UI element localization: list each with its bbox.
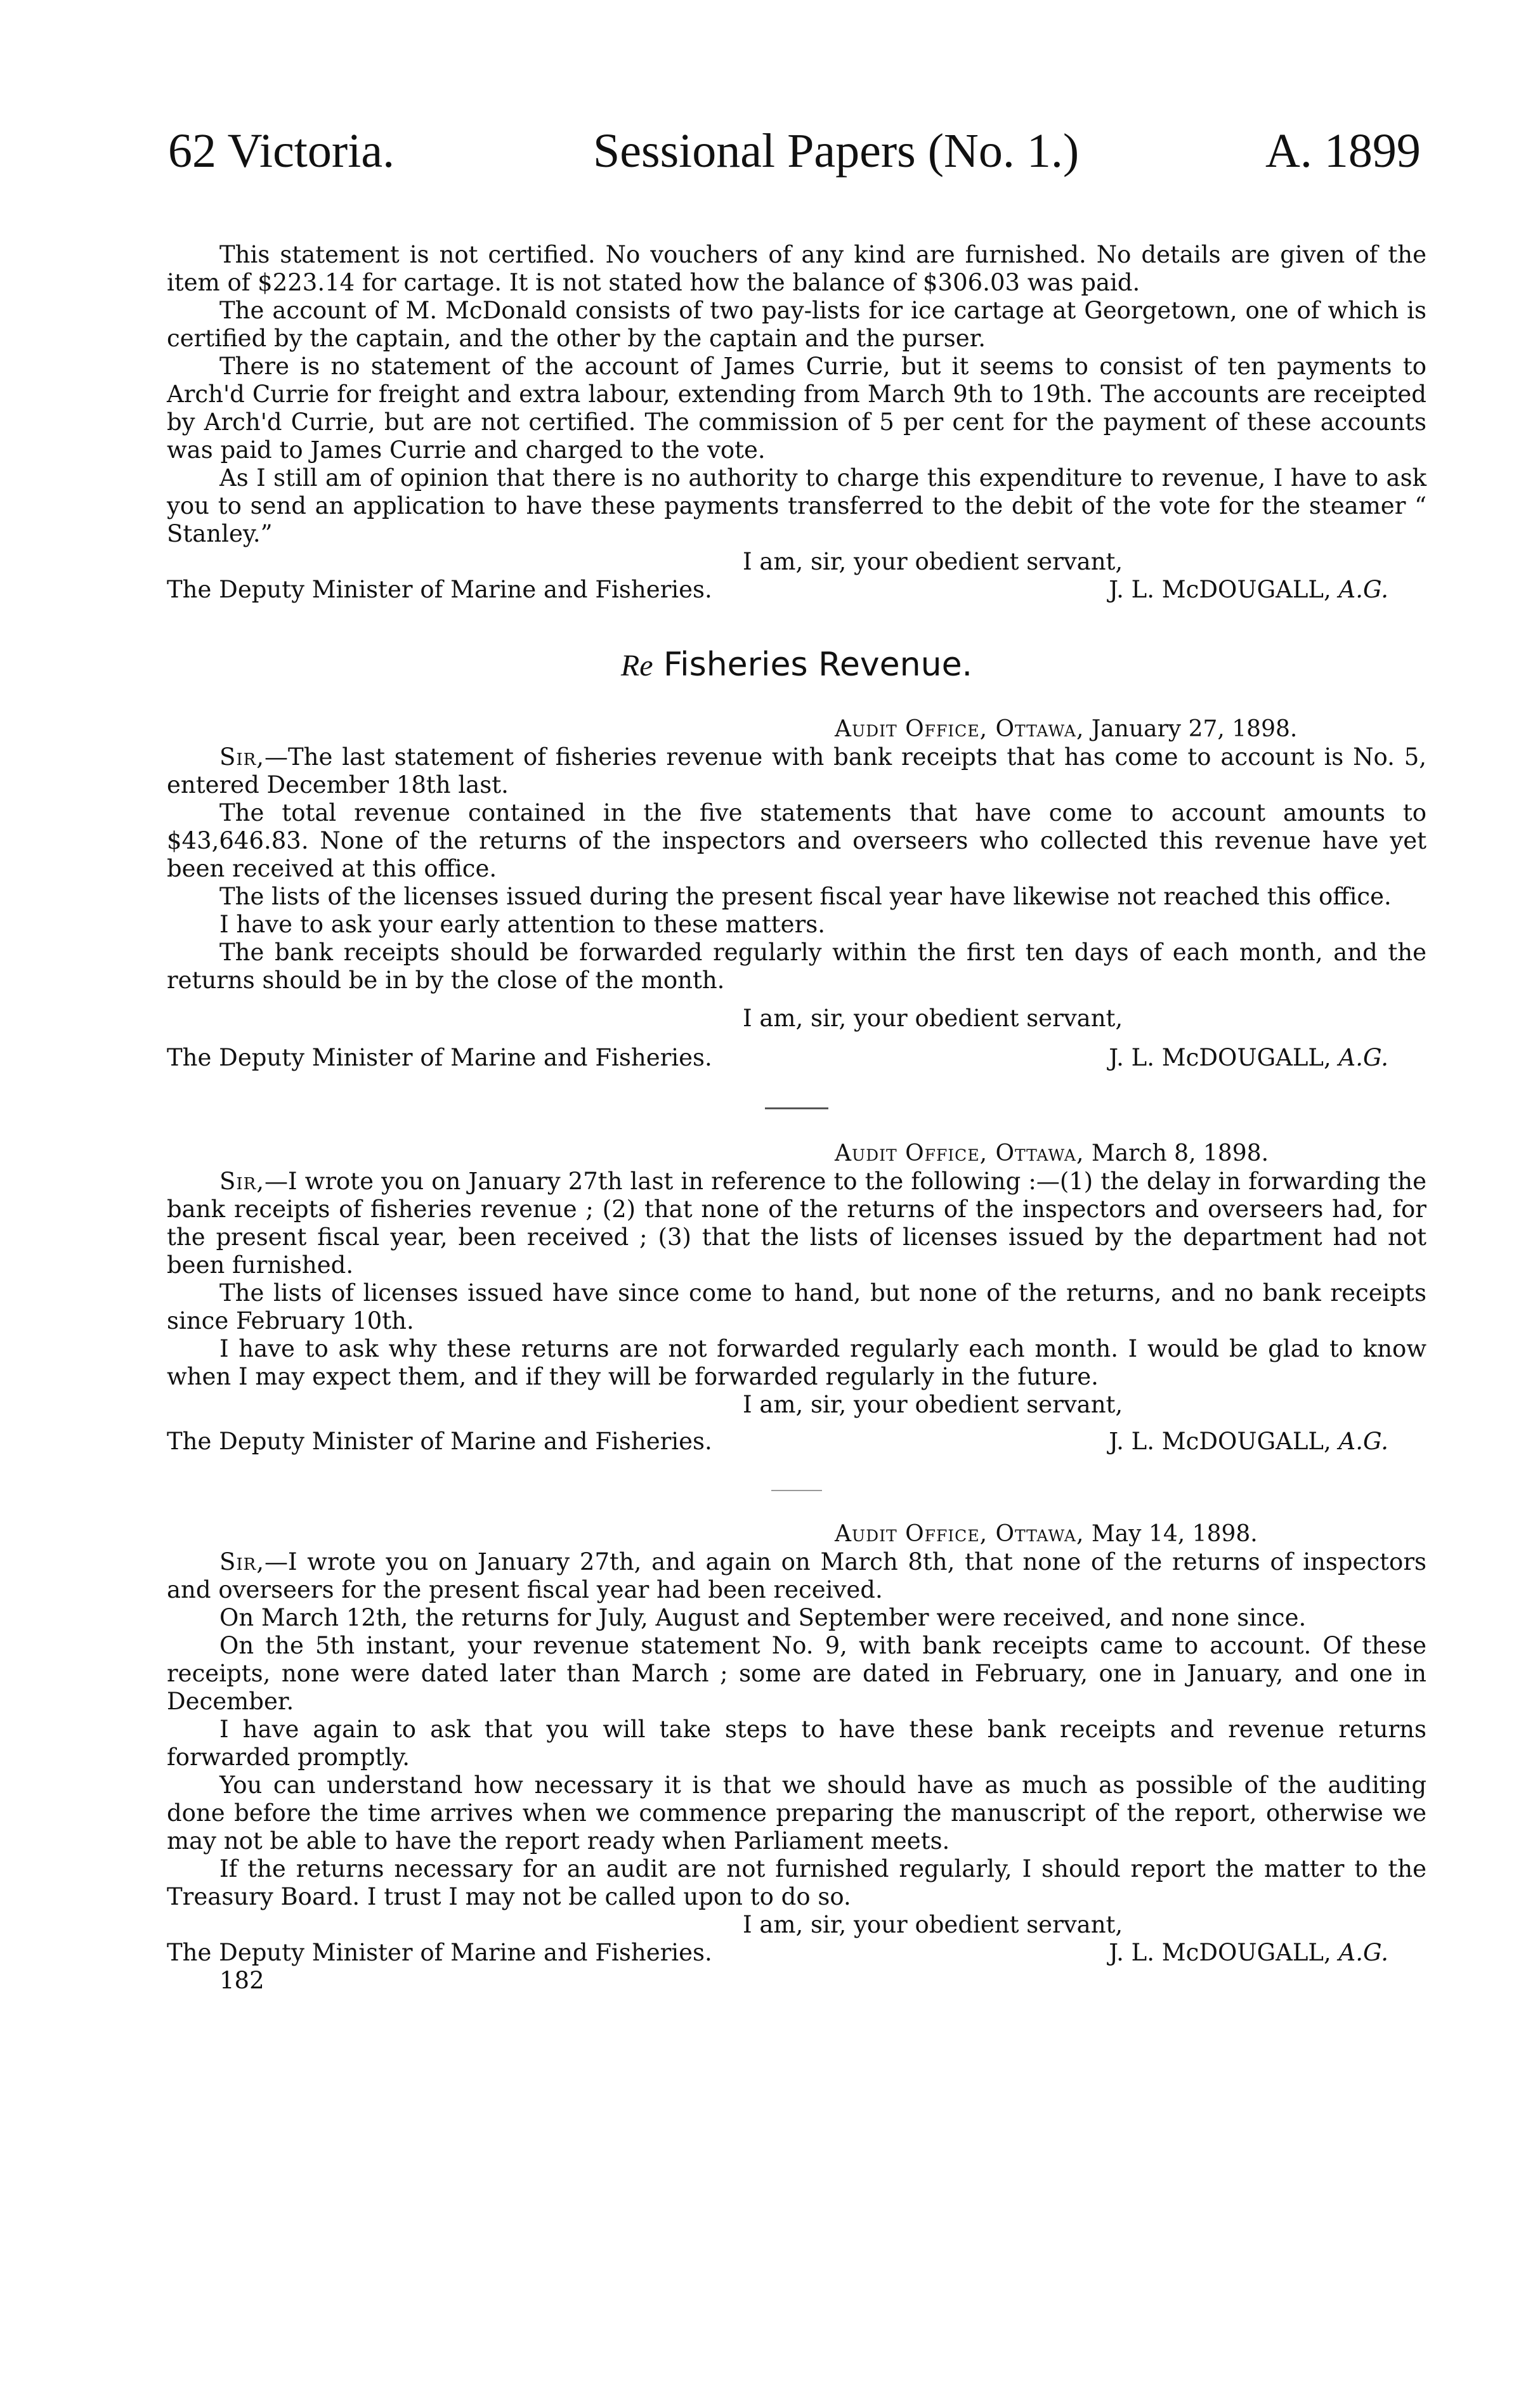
closing: I am, sir, your obedient servant, <box>743 1911 1123 1938</box>
dateline <box>167 715 1426 743</box>
paragraph: I have to ask why these returns are not forwarded regularly each month. I would be glad to know when I may expect them, and if they will be forwarded regularly in the future. <box>167 1335 1426 1390</box>
salutation: Sir, <box>219 743 264 771</box>
signature-row <box>167 1939 1426 1967</box>
paragraph <box>167 1548 1426 1604</box>
paragraph: The lists of the licenses issued during the present fiscal year have likewise not reached this office. <box>219 883 1392 910</box>
closing: I am, sir, your obedient servant, <box>743 1005 1123 1032</box>
header-title: Sessional Papers (No. 1.) <box>593 124 1080 178</box>
office-name: Audit Office, Ottawa, <box>835 1521 1085 1547</box>
page-number: 182 <box>219 1967 264 1994</box>
page-content <box>167 241 1426 1995</box>
signer-name: J. L. McDOUGALL, <box>1109 1428 1331 1455</box>
closing: I am, sir, your obedient servant, <box>743 548 1123 575</box>
paragraph: I have to ask your early attention to these matters. <box>219 911 826 938</box>
closing: I am, sir, your obedient servant, <box>743 1391 1123 1418</box>
dateline <box>167 1140 1426 1168</box>
paragraph: There is no statement of the account of James Currie, but it seems to consist of ten payments to Arch'd Currie for freight and extra labour, extending from March 9th to 19th. The accounts are receipted by Arch'd Currie, but are not certified. The commission of 5 per cent for the payment of these accounts was paid to James Currie and charged to the vote. <box>167 353 1426 464</box>
addressee: The Deputy Minister of Marine and Fisheries. <box>167 1428 712 1455</box>
letter-march <box>167 1140 1426 1456</box>
signature <box>1109 1939 1426 1967</box>
signer-name: J. L. McDOUGALL, <box>1109 1939 1331 1966</box>
paragraph-text: —The last statement of fisheries revenue with bank receipts that has come to account is No. 5, entered December 18th last. <box>167 743 1426 799</box>
paragraph: On March 12th, the returns for July, August and September were received, and none since. <box>219 1604 1307 1631</box>
signature-row <box>167 576 1426 604</box>
paragraph: The lists of licenses issued have since come to hand, but none of the returns, and no bank receipts since February 10th. <box>167 1279 1426 1334</box>
signer-name: J. L. McDOUGALL, <box>1109 1044 1331 1071</box>
office-name: Audit Office, Ottawa, <box>835 1140 1085 1166</box>
paragraph: You can understand how necessary it is that we should have as much as possible of the auditing done before the time arrives when we commence preparing the manuscript of the report, otherwise we may not be able to have the report ready when Parliament meets. <box>167 1771 1426 1855</box>
paragraph: The bank receipts should be forwarded regularly within the first ten days of each month, and the returns should be in by the close of the month. <box>167 939 1426 994</box>
salutation: Sir, <box>219 1168 264 1195</box>
separator-rule <box>771 1490 822 1491</box>
paragraph <box>167 1168 1426 1279</box>
paragraph: The account of M. McDonald consists of two pay-lists for ice cartage at Georgetown, one of which is certified by the captain, and the other by the captain and the purser. <box>167 297 1426 352</box>
paragraph-text: —I wrote you on January 27th last in reference to the following :—(1) the delay in forwarding the bank receipts of fisheries revenue ; (2) that none of the returns of the inspectors and overseers had, for the present fiscal year, been received ; (3) that the lists of licenses issued by the department had not been furnished. <box>167 1168 1426 1279</box>
paragraph <box>167 743 1426 799</box>
signature <box>1109 1044 1426 1072</box>
salutation: Sir, <box>219 1548 264 1575</box>
office-name: Audit Office, Ottawa, <box>835 716 1085 742</box>
addressee: The Deputy Minister of Marine and Fisheries. <box>167 1044 712 1071</box>
paragraph: On the 5th instant, your revenue statement No. 9, with bank receipts came to account. Of these receipts, none were dated later than March ; some are dated in February, one in January, and one in December. <box>167 1632 1426 1715</box>
letter-stanley-continued <box>167 241 1426 604</box>
paragraph: If the returns necessary for an audit are not furnished regularly, I should report the matter to the Treasury Board. I trust I may not be called upon to do so. <box>167 1855 1426 1910</box>
signer-title: A.G. <box>1338 576 1388 603</box>
section-re: Re <box>620 649 653 682</box>
signature <box>1109 1428 1426 1456</box>
section-title: Fisheries Revenue. <box>663 646 973 684</box>
dateline <box>167 1520 1426 1548</box>
paragraph: The total revenue contained in the five statements that have come to account amounts to $43,646.83. None of the returns of the inspectors and overseers who collected this revenue have yet been received at this office. <box>167 799 1426 882</box>
separator-rule <box>765 1107 828 1109</box>
paragraph: I have again to ask that you will take steps to have these bank receipts and revenue returns forwarded promptly. <box>167 1716 1426 1771</box>
letter-january <box>167 715 1426 1072</box>
letter-may <box>167 1520 1426 1967</box>
signature <box>1109 576 1426 604</box>
signature-row <box>167 1428 1426 1456</box>
letter-date: January 27, 1898. <box>1091 716 1298 742</box>
header-session: 62 Victoria. <box>168 124 395 178</box>
paragraph: As I still am of opinion that there is no authority to charge this expenditure to revenue, I have to ask you to send an application to have these payments transferred to the debit of the vote for the steamer “ Stanley.” <box>167 464 1426 547</box>
section-heading <box>167 646 1426 685</box>
signer-title: A.G. <box>1338 1044 1388 1071</box>
signature-row <box>167 1044 1426 1072</box>
letter-date: March 8, 1898. <box>1091 1140 1269 1166</box>
page-header <box>0 124 1540 181</box>
addressee: The Deputy Minister of Marine and Fisheries. <box>167 576 712 603</box>
signer-title: A.G. <box>1338 1939 1388 1966</box>
paragraph: This statement is not certified. No vouchers of any kind are furnished. No details are given of the item of $223.14 for cartage. It is not stated how the balance of $306.03 was paid. <box>167 241 1426 296</box>
addressee: The Deputy Minister of Marine and Fisheries. <box>167 1939 712 1966</box>
signer-title: A.G. <box>1338 1428 1388 1455</box>
paragraph-text: —I wrote you on January 27th, and again on March 8th, that none of the returns of inspectors and overseers for the present fiscal year had been received. <box>167 1548 1426 1603</box>
signer-name: J. L. McDOUGALL, <box>1109 576 1331 603</box>
letter-date: May 14, 1898. <box>1091 1521 1258 1547</box>
header-year: A. 1899 <box>1265 124 1421 178</box>
